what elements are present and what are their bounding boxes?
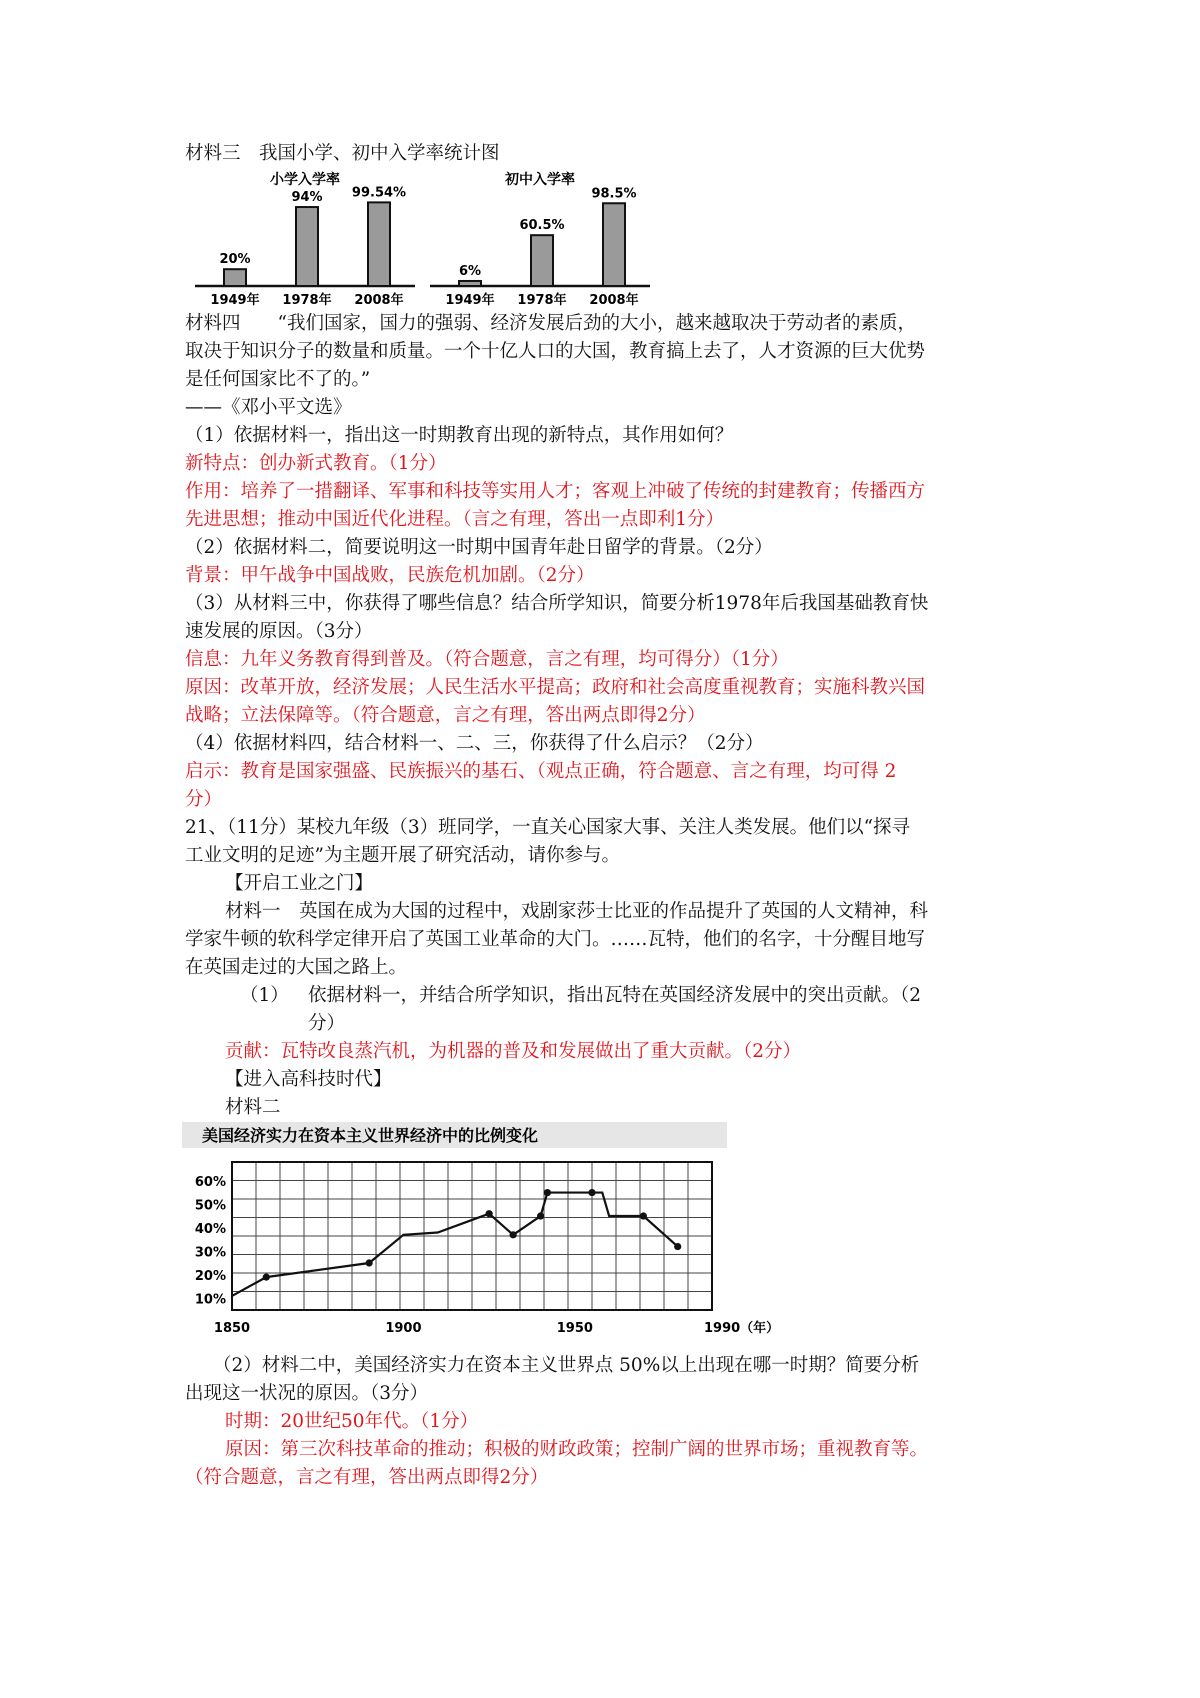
bar <box>224 269 246 286</box>
bar <box>368 202 390 286</box>
question-line: （4）依据材料四，结合材料一、二、三，你获得了什么启示？（2分） <box>185 733 764 754</box>
data-point <box>537 1212 544 1219</box>
q21-question2-line-1: （2）材料二中，美国经济实力在资本主义世界点 50%以上出现在哪一时期？简要分析 <box>213 1355 920 1376</box>
data-point <box>366 1259 373 1266</box>
data-point <box>510 1231 517 1238</box>
material1-line-1: 材料一 英国在成为大国的过程中，戏剧家莎士比亚的作品提升了英国的人文精神，科 <box>225 901 929 922</box>
answer-line: 原因：改革开放，经济发展；人民生活水平提高；政府和社会高度重视教育；实施科教兴国 <box>185 677 926 698</box>
answer-contribution: 贡献：瓦特改良蒸汽机，为机器的普及和发展做出了重大贡献。（2分） <box>225 1041 802 1062</box>
bar <box>296 207 318 286</box>
section-heading-hightech: 【进入高科技时代】 <box>225 1069 392 1090</box>
answer-line: 信息：九年义务教育得到普及。（符合题意，言之有理，均可得分）（1分） <box>185 649 789 670</box>
material1-line-2: 学家牛顿的软科学定律开启了英国工业革命的大门。……瓦特，他们的名字，十分醒目地写 <box>185 929 926 950</box>
material4-line-4: ——《邓小平文选》 <box>185 397 352 418</box>
page <box>185 140 1035 1492</box>
bar-category-label: 1978年 <box>517 293 567 308</box>
q21-question1-number: （1） <box>240 985 289 1006</box>
bar-value-label: 60.5% <box>519 218 565 234</box>
material1-line-3: 在英国走过的大国之路上。 <box>185 957 408 978</box>
bar <box>459 281 481 286</box>
material2-label: 材料二 <box>225 1097 281 1118</box>
answer-line: 战略；立法保障等。（符合题意，言之有理，答出两点即得2分） <box>185 705 706 726</box>
y-tick-label: 30% <box>194 1245 226 1261</box>
y-tick-label: 10% <box>194 1292 226 1308</box>
x-tick-label: 1950 <box>556 1321 593 1336</box>
bar-value-label: 6% <box>458 263 482 279</box>
answer-line: 分） <box>185 789 223 810</box>
answer-line: 作用：培养了一措翻译、军事和科技等实用人才；客观上冲破了传统的封建教育；传播西方 <box>185 481 926 502</box>
bar-value-label: 99.54% <box>351 185 407 201</box>
answer-line: 启示：教育是国家强盛、民族振兴的基石、（观点正确，符合题意、言之有理，均可得 2 <box>185 761 897 782</box>
y-tick-label: 60% <box>194 1174 226 1190</box>
x-tick-label: 1990（年） <box>704 1321 780 1336</box>
section-heading-industry: 【开启工业之门】 <box>225 873 374 894</box>
bar-chart-title: 小学入学率 <box>270 172 340 188</box>
y-tick-label: 40% <box>194 1221 226 1237</box>
y-tick-label: 50% <box>194 1198 226 1214</box>
material4-line-1: 材料四 “我们国家，国力的强弱、经济发展后劲的大小，越来越取决于劳动者的素质， <box>185 313 916 334</box>
question-line: （2）依据材料二，简要说明这一时期中国青年赴日留学的背景。（2分） <box>185 537 773 558</box>
bar-category-label: 2008年 <box>354 293 404 308</box>
material4 <box>185 310 1035 422</box>
answer-period: 时期：20世纪50年代。（1分） <box>225 1411 479 1432</box>
bar-category-label: 2008年 <box>589 293 639 308</box>
material4-line-3: 是任何国家比不了的。” <box>185 369 371 390</box>
data-point <box>544 1189 551 1196</box>
data-point <box>588 1189 595 1196</box>
answer-reason-line-2: （符合题意，言之有理，答出两点即得2分） <box>185 1467 549 1488</box>
x-tick-label: 1900 <box>385 1321 422 1336</box>
bar-value-label: 98.5% <box>591 186 637 202</box>
x-tick-label: 1850 <box>213 1321 251 1336</box>
bar-chart-2 <box>430 171 650 308</box>
q21-question1-line-1: 依据材料一，并结合所学知识，指出瓦特在英国经济发展中的突出贡献。（2 <box>308 985 922 1006</box>
material4-line-2: 取决于知识分子的数量和质量。一个十亿人口的大国，教育搞上去了，人才资源的巨大优势 <box>185 341 926 362</box>
bar <box>603 203 625 286</box>
series-line <box>232 1193 678 1296</box>
q21-question1-line-2: 分） <box>308 1013 346 1034</box>
bar-value-label: 20% <box>219 252 251 268</box>
question-line: 速发展的原因。（3分） <box>185 621 373 642</box>
q21-question1 <box>185 982 1035 1038</box>
material3-heading: 材料三 我国小学、初中入学率统计图 <box>185 143 500 164</box>
q21-question2-line-2: 出现这一状况的原因。（3分） <box>185 1383 429 1404</box>
bar-category-label: 1949年 <box>210 293 260 308</box>
answer-line: 背景：甲午战争中国战败，民族危机加剧。（2分） <box>185 565 595 586</box>
question21 <box>185 814 1035 1492</box>
bar-value-label: 94% <box>291 190 323 206</box>
bar-category-label: 1978年 <box>282 293 332 308</box>
enrollment-charts <box>185 168 1035 310</box>
bar <box>531 235 553 286</box>
question20 <box>185 422 1035 814</box>
us-economy-chart <box>182 1122 1035 1352</box>
chart-title: 美国经济实力在资本主义世界经济中的比例变化 <box>202 1126 539 1145</box>
us-economy-line-chart <box>182 1122 780 1352</box>
data-point <box>486 1210 493 1217</box>
answer-line: 新特点：创办新式教育。（1分） <box>185 453 447 474</box>
bar-category-label: 1949年 <box>445 293 495 308</box>
q21-intro-line-2: 工业文明的足迹”为主题开展了研究活动，请你参与。 <box>185 845 620 866</box>
q21-intro-line-1: 21、（11分）某校九年级（3）班同学，一直关心国家大事、关注人类发展。他们以“探寻 <box>185 817 911 838</box>
data-point <box>263 1274 270 1281</box>
data-point <box>640 1212 647 1219</box>
bar-chart-1 <box>195 171 415 308</box>
question-line: （1）依据材料一，指出这一时期教育出现的新特点，其作用如何？ <box>185 425 734 446</box>
question-line: （3）从材料三中，你获得了哪些信息？结合所学知识，简要分析1978年后我国基础教育快 <box>185 593 929 614</box>
answer-line: 先进思想；推动中国近代化进程。（言之有理，答出一点即利1分） <box>185 509 725 530</box>
enrollment-bar-charts <box>185 168 655 310</box>
bar-chart-title: 初中入学率 <box>505 172 575 188</box>
data-point <box>674 1243 681 1250</box>
y-tick-label: 20% <box>194 1268 226 1284</box>
answer-reason-line-1: 原因：第三次科技革命的推动；积极的财政政策；控制广阔的世界市场；重视教育等。 <box>225 1439 929 1460</box>
